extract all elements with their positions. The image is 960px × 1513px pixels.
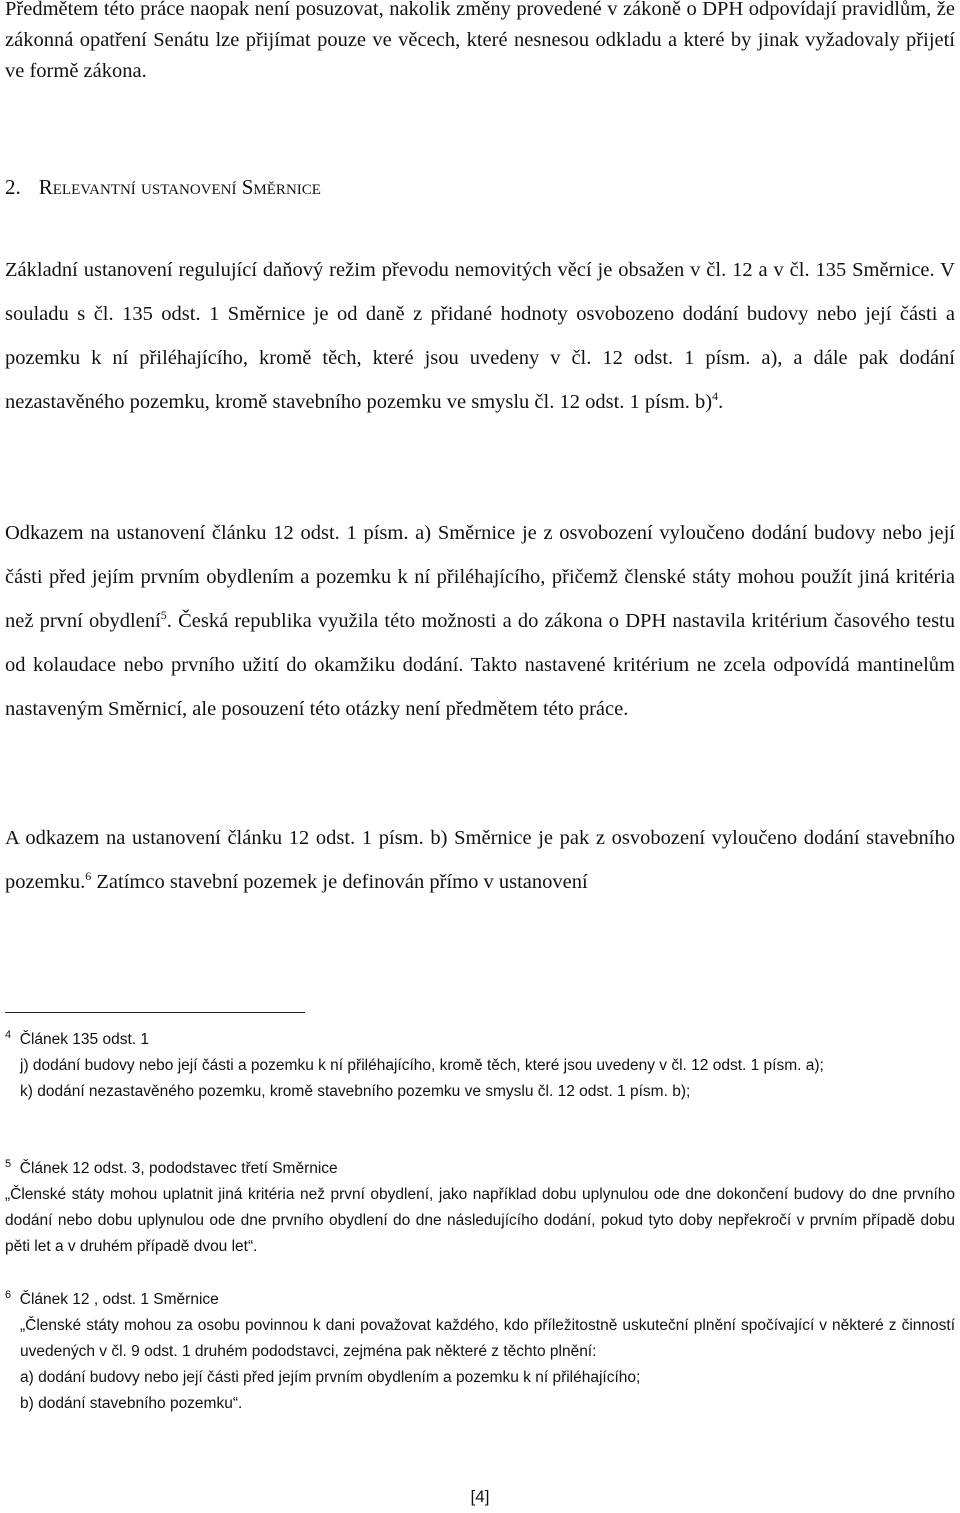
footnote-ref-6[interactable]: 6 (85, 869, 92, 884)
footnote-line: k) dodání nezastavěného pozemku, kromě stavebního pozemku ve smyslu čl. 12 odst. 1 písm. b); (20, 1083, 691, 1100)
footnote-number: 6 (5, 1288, 12, 1301)
paragraph-article-12a: Odkazem na ustanovení článku 12 odst. 1 písm. a) Směrnice je z osvobození vyloučeno dodání budovy nebo její části před jejím prvním obydlením a pozemku k ní přiléhajícího, přičemž členské státy mohou použít jiná kritéria než první obydlení$^5$. Česká republika využila této možnosti a do zákona o DPH nastavila kritérium časového testu od kolaudace nebo prvního užití do okamžiku dodání. Takto nastavené kritérium ne zcela odpovídá mantinelům nastaveným Směrnicí, ale posouzení této otázky není předmětem této práce. (5, 522, 955, 720)
section-number: 2. (5, 175, 21, 199)
section-heading (5, 172, 321, 202)
footnote-separator (5, 1012, 305, 1013)
footnote-6 (5, 1287, 955, 1417)
footnote-5 (5, 1156, 955, 1260)
footnote-head: Článek 12 , odst. 1 Směrnice (19, 1291, 219, 1308)
footnote-line: b) dodání stavebního pozemku“. (20, 1395, 243, 1412)
footnote-ref-4[interactable]: 4 (712, 389, 719, 404)
footnote-head: Článek 12 odst. 3, pododstavec třetí Směrnice (19, 1160, 338, 1177)
footnote-ref-5[interactable]: 5 (160, 608, 167, 623)
footnote-number: 4 (5, 1028, 12, 1041)
paragraph-intro: Předmětem této práce naopak není posuzovat, nakolik změny provedené v zákoně o DPH odpovídají pravidlům, že zákonná opatření Senátu lze přijímat pouze ve věcech, které nesnesou odkladu a které by jinak vyžadovaly přijetí ve formě zákona. (5, 0, 955, 82)
footnote-line: a) dodání budovy nebo její části před jejím prvním obydlením a pozemku k ní přiléhajícího; (20, 1369, 641, 1386)
footnote-body: „Členské státy mohou uplatnit jiná kritéria než první obydlení, jako například dobu uplynulou ode dne dokončení budovy do dne prvního dodání nebo dobu uplynulou ode dne prvního obydlení do dne následujícího dodání, pokud tyto doby nepřekročí v prvním případě dobu pěti let a v druhém případě dvou let“. (5, 1186, 955, 1255)
footnote-4 (5, 1027, 955, 1105)
page-number: [4] (470, 1487, 490, 1506)
section-title: Relevantní ustanovení Směrnice (38, 175, 321, 199)
footnote-line: j) dodání budovy nebo její části a pozemku k ní přiléhajícího, kromě těch, které jsou uvedeny v čl. 12 odst. 1 písm. a); (20, 1057, 824, 1074)
paragraph-article-12b: A odkazem na ustanovení článku 12 odst. 1 písm. b) Směrnice je pak z osvobození vyloučeno dodání stavebního pozemku.$^6$ Zatímco stavební pozemek je definován přímo v ustanovení (5, 827, 955, 893)
footnote-number: 5 (5, 1157, 12, 1170)
footnote-head: Článek 135 odst. 1 (19, 1031, 150, 1048)
paragraph-basic-provisions: Základní ustanovení regulující daňový režim převodu nemovitých věcí je obsažen v čl. 12 a v čl. 135 Směrnice. V souladu s čl. 135 odst. 1 Směrnice je od daně z přidané hodnoty osvobozeno dodání budovy nebo její části a pozemku k ní přiléhajícího, kromě těch, které jsou uvedeny v čl. 12 odst. 1 písm. a), a dále pak dodání nezastavěného pozemku, kromě stavebního pozemku ve smyslu čl. 12 odst. 1 písm. b)$^4$. (5, 259, 955, 413)
footnote-body: „Členské státy mohou za osobu povinnou k dani považovat každého, kdo příležitostně uskuteční plnění spočívající v některé z činností uvedených v čl. 9 odst. 1 druhém pododstavci, zejména pak některé z těchto plnění: (20, 1317, 955, 1360)
